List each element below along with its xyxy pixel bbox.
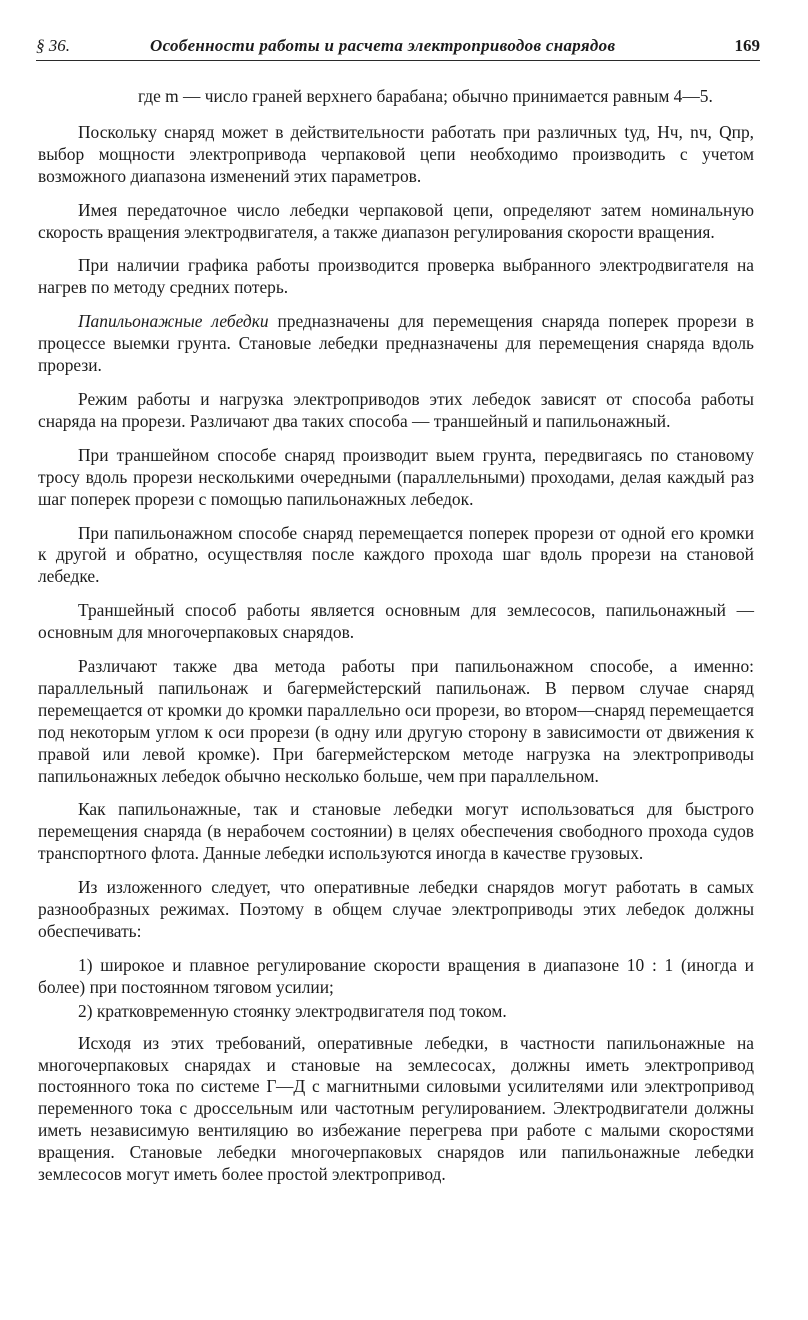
paragraph-main-methods: Траншейный способ работы является основным для землесосов, папильонажный — основным для многочерпаковых снарядов.: [38, 600, 754, 643]
running-header: [36, 34, 760, 61]
paragraph-papilonazh-method: При папильонажном способе снаряд перемещается поперек прорези от одной его кромки к другой и обратно, осуществляя после каждого прохода шаг вдоль прорези на становой лебедке.: [38, 522, 754, 587]
paragraph-fast-movement: Как папильонажные, так и становые лебедки могут использоваться для быстрого перемещения снаряда (в нерабочем состоянии) в целях обеспечения свободного прохода судов транспортного флота. Данные лебедки используются иногда в качестве грузовых.: [38, 799, 754, 864]
page-body: [38, 86, 754, 1198]
list-item-stall: 2) кратковременную стоянку электродвигателя под током.: [78, 1000, 507, 1021]
paragraph-drive-systems: Исходя из этих требований, оперативные лебедки, в частности папильонажные на многочерпаковых снарядах и становые на землесосах, должны иметь электропривод постоянного тока по системе Г—Д с магнитными силовыми усилителями или электропривод переменного тока с дроссельным или частотным регулированием. Электродвигатели должны иметь независимую вентиляцию во избежание перегрева при работе с малыми скоростями вращения. Становые лебедки многочерпаковых снарядов или папильонажные лебедки землесосов могут иметь более простой электропривод.: [38, 1032, 754, 1185]
section-number: § 36.: [36, 36, 70, 55]
paragraph-two-methods: Различают также два метода работы при папильонажном способе, а именно: параллельный папильонаж и багермейстерский папильонаж. В первом случае снаряд перемещается от кромки до кромки параллельно оси прорези, во втором—снаряд перемещается под некоторым углом к оси прорези (в одну или другую сторону в зависимости от движения к правой или левой кромке). При багермейстерском методе нагрузка на электроприводы папильонажных лебедок обычно несколько больше, чем при параллельном.: [38, 656, 754, 786]
paragraph-power-selection: Поскольку снаряд может в действительности работать при различных tуд, Hч, nч, Qпр, выбор мощности электропривода черпаковой цепи необходимо производить с учетом возможного диапазона изменений этих параметров.: [38, 121, 754, 186]
paragraph-requirements-intro: Из изложенного следует, что оперативные лебедки снарядов могут работать в самых разнообразных режимах. Поэтому в общем случае электроприводы этих лебедок должны обеспечивать:: [38, 877, 754, 941]
paragraph-gear-ratio: Имея передаточное число лебедки черпаковой цепи, определяют затем номинальную скорость вращения электродвигателя, а также диапазон регулирования скорости вращения.: [38, 199, 754, 242]
paragraph-where-m: где m — число граней верхнего барабана; обычно принимается равным 4—5.: [138, 86, 713, 106]
term-papilonazh-winches: Папильонажные лебедки: [78, 311, 269, 332]
winch-types-text: предназначены для перемещения снаряда поперек прорези в процессе выемки грунта. Становые лебедки предназначены для перемещения снаряда вдоль прорези.: [38, 311, 754, 376]
running-title: Особенности работы и расчета электроприводов снарядов: [150, 36, 616, 55]
list-item-speed-regulation: 1) широкое и плавное регулирование скорости вращения в диапазоне 10 : 1 (иногда и более) при постоянном тяговом усилии;: [38, 954, 754, 997]
page-number: 169: [734, 36, 760, 55]
paragraph-heating-check: При наличии графика работы производится проверка выбранного электродвигателя на нагрев по методу средних потерь.: [38, 255, 754, 298]
paragraph-trench-method: При траншейном способе снаряд производит выем грунта, передвигаясь по становому тросу вдоль прорези несколькими очередными (параллельными) проходами, делая каждый раз шаг поперек прорези с помощью папильонажных лебедок.: [38, 444, 754, 509]
paragraph-operating-modes: Режим работы и нагрузка электроприводов этих лебедок зависят от способа работы снаряда на прорези. Различают два таких способа — траншейный и папильонажный.: [38, 388, 754, 431]
paragraph-winch-types: [38, 311, 754, 377]
